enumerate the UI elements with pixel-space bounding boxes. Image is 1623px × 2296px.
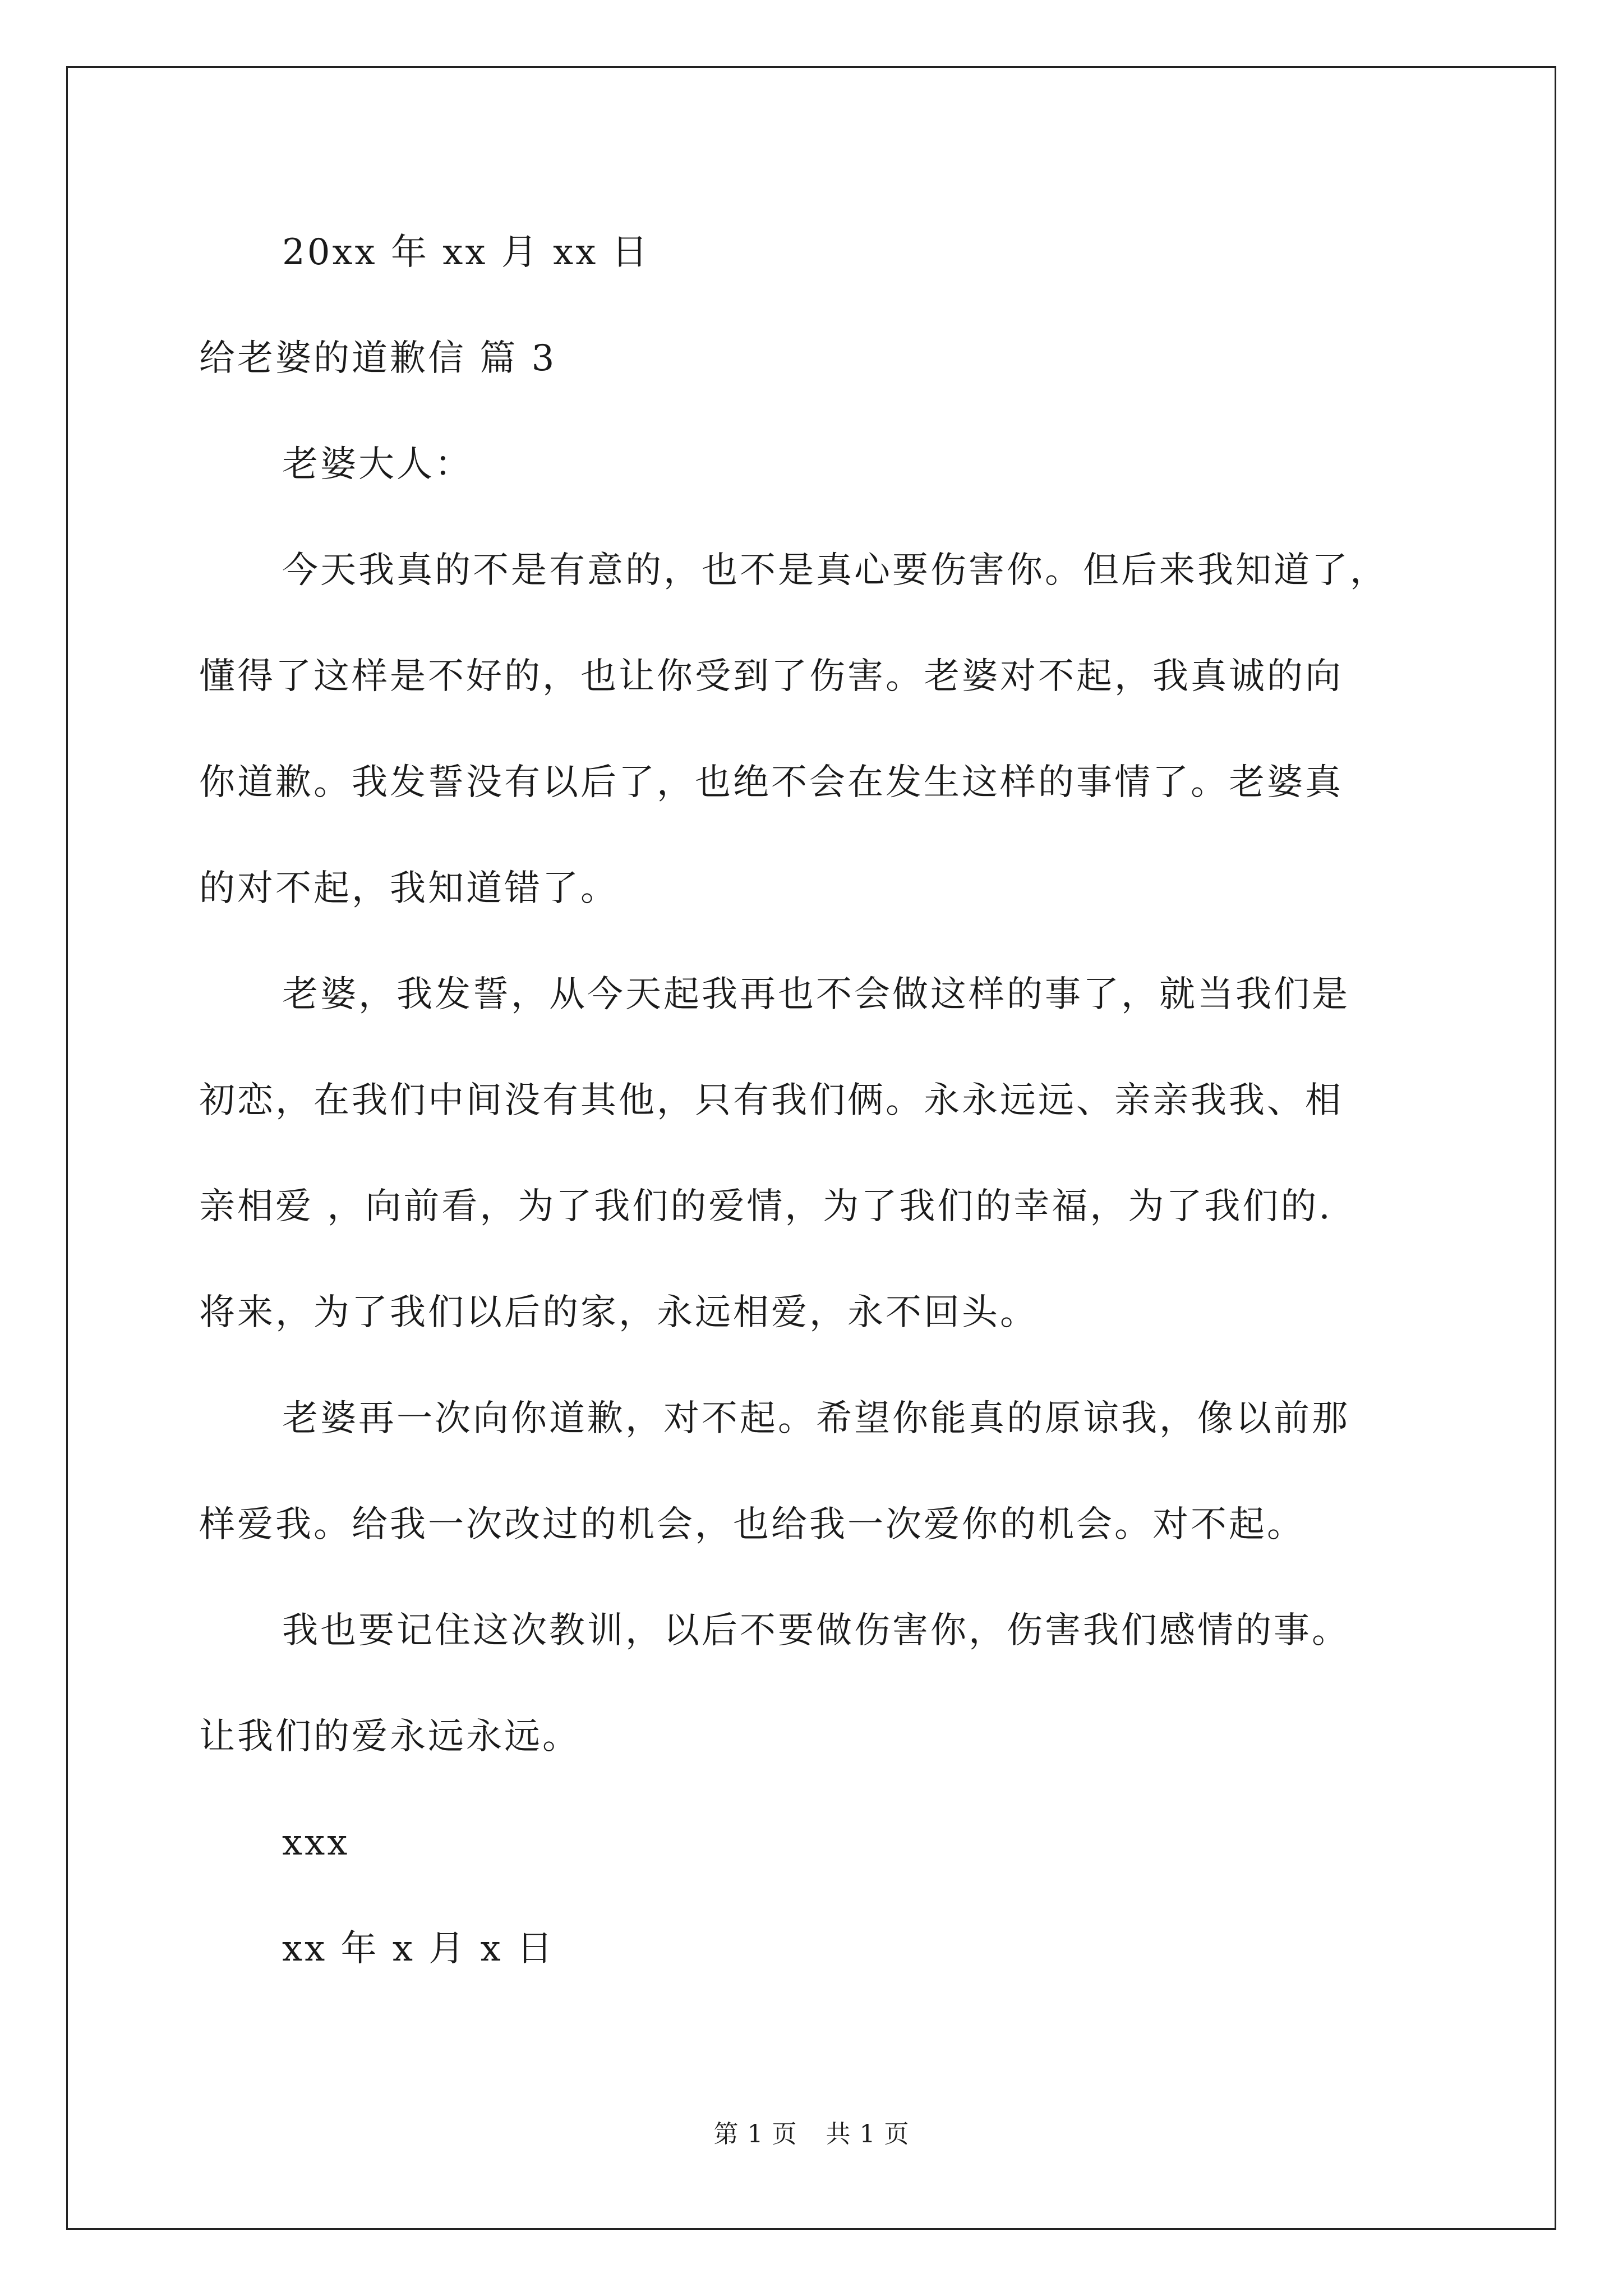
body-line-9: 老婆再一次向你道歉，对不起。希望你能真的原谅我，像以前那 — [282, 1398, 1350, 1439]
body-line-2: 懂得了这样是不好的，也让你受到了伤害。老婆对不起，我真诚的向 — [199, 656, 1343, 697]
body-line-6: 初恋，在我们中间没有其他，只有我们俩。永永远远、亲亲我我、相 — [199, 1080, 1343, 1121]
signature: xxx — [282, 1822, 350, 1864]
body-line-7: 亲相爱 ，向前看，为了我们的爱情，为了我们的幸福，为了我们的. — [199, 1186, 1332, 1227]
body-line-8: 将来，为了我们以后的家，永远相爱，永不回头。 — [199, 1292, 1038, 1333]
body-line-12: 让我们的爱永远永远。 — [199, 1716, 580, 1757]
date-top: 20xx 年 xx 月 xx 日 — [282, 232, 650, 273]
page-footer — [0, 2114, 1623, 2150]
body-line-3: 你道歉。我发誓没有以后了，也绝不会在发生这样的事情了。老婆真 — [199, 762, 1343, 803]
body-line-4: 的对不起，我知道错了。 — [199, 868, 619, 909]
page-number: 第 1 页 — [713, 2120, 797, 2148]
date-bottom: xx 年 x 月 x 日 — [282, 1928, 555, 1970]
salutation: 老婆大人： — [282, 444, 473, 485]
body-line-5: 老婆，我发誓，从今天起我再也不会做这样的事了，就当我们是 — [282, 974, 1350, 1015]
body-line-11: 我也要记住这次教训，以后不要做伤害你，伤害我们感情的事。 — [282, 1610, 1350, 1651]
page-total: 共 1 页 — [826, 2120, 910, 2148]
letter-title: 给老婆的道歉信 篇 3 — [199, 338, 557, 379]
letter-body — [199, 222, 1461, 2024]
body-line-10: 样爱我。给我一次改过的机会，也给我一次爱你的机会。对不起。 — [199, 1504, 1305, 1545]
body-line-1: 今天我真的不是有意的，也不是真心要伤害你。但后来我知道了， — [282, 550, 1388, 591]
